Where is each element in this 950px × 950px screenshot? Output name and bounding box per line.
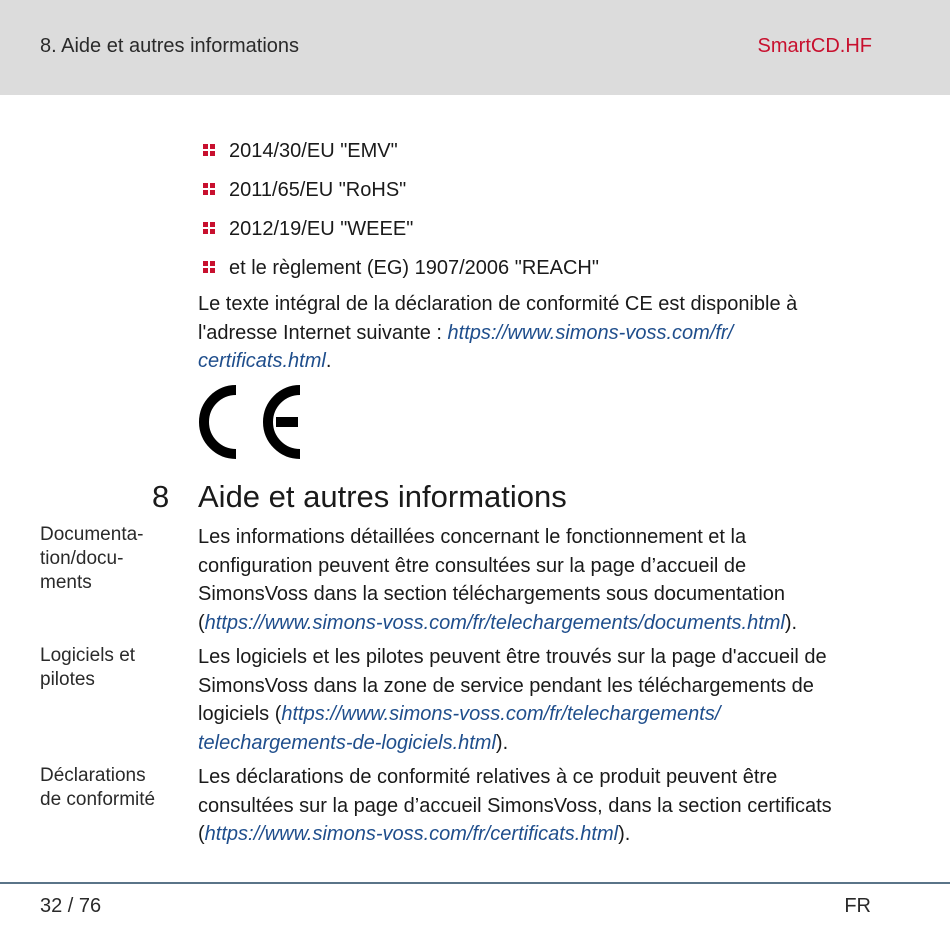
margin-label-declarations <box>40 764 185 812</box>
page-header <box>0 0 950 95</box>
software-download-link[interactable]: https://www.simons-voss.com/fr/telechargements/ <box>281 703 721 725</box>
paragraph-text: logiciels ( <box>198 703 282 725</box>
conformity-paragraph <box>198 290 888 376</box>
paragraph-text: SimonsVoss dans la section téléchargements sous documentation <box>198 583 786 605</box>
list-item <box>203 255 599 294</box>
directive-list <box>203 138 599 294</box>
language-code: FR <box>844 895 871 917</box>
list-item-text: 2012/19/EU "WEEE" <box>229 218 414 240</box>
documentation-paragraph <box>198 523 888 637</box>
red-square-bullet-icon <box>203 261 215 273</box>
declarations-link[interactable]: https://www.simons-voss.com/fr/certificats.html <box>204 823 619 845</box>
header-product-name: SmartCD.HF <box>757 35 872 57</box>
paragraph-text: configuration peuvent être consultées sur la page d’accueil de <box>198 554 747 577</box>
label-line: ments <box>40 572 92 593</box>
punctuation: ). <box>618 823 631 845</box>
punctuation: ). <box>495 731 509 754</box>
paragraph-text: Les informations détaillées concernant le fonctionnement et la <box>198 526 747 548</box>
punctuation: . <box>325 350 332 372</box>
punctuation: ). <box>784 611 798 634</box>
paragraph-text: l'adresse Internet suivante : <box>198 321 448 344</box>
certificates-link-continued[interactable]: certificats.html <box>198 350 326 372</box>
list-item <box>203 216 599 255</box>
ce-mark-logo <box>196 382 308 462</box>
paragraph-text: Les déclarations de conformité relatives à ce produit peuvent être <box>198 766 778 788</box>
label-line: Documenta- <box>40 524 144 545</box>
label-line: Déclarations <box>40 765 146 786</box>
list-item-text: 2014/30/EU "EMV" <box>229 140 398 162</box>
punctuation: ( <box>198 823 205 845</box>
certificates-link[interactable]: https://www.simons-voss.com/fr/ <box>447 321 734 344</box>
margin-label-documentation <box>40 523 185 595</box>
label-line: de conformité <box>40 789 156 810</box>
label-line: tion/docu- <box>40 548 124 569</box>
label-line: Logiciels et <box>40 645 136 666</box>
section-heading: Aide et autres informations <box>198 479 567 514</box>
punctuation: ( <box>198 611 205 634</box>
declarations-paragraph <box>198 763 888 849</box>
documents-link[interactable]: https://www.simons-voss.com/fr/telechargements/documents.html <box>204 611 785 634</box>
header-section-title: 8. Aide et autres informations <box>40 35 300 57</box>
list-item-text: 2011/65/EU "RoHS" <box>229 179 407 201</box>
label-line: pilotes <box>40 669 95 690</box>
paragraph-text: Les logiciels et les pilotes peuvent être trouvés sur la page d'accueil de <box>198 646 827 668</box>
section-number: 8 <box>152 479 170 514</box>
red-square-bullet-icon <box>203 183 215 195</box>
list-item-text: et le règlement (EG) 1907/2006 "REACH" <box>229 257 599 279</box>
list-item <box>203 138 599 177</box>
paragraph-text: SimonsVoss dans la zone de service pendant les téléchargements de <box>198 674 814 697</box>
margin-label-software <box>40 644 185 692</box>
footer-divider <box>0 882 950 884</box>
software-paragraph <box>198 643 888 757</box>
list-item <box>203 177 599 216</box>
red-square-bullet-icon <box>203 222 215 234</box>
red-square-bullet-icon <box>203 144 215 156</box>
paragraph-text: consultées sur la page d’accueil SimonsVoss, dans la section certificats <box>198 794 832 817</box>
software-download-link-continued[interactable]: telechargements-de-logiciels.html <box>198 731 496 754</box>
page-indicator: 32 / 76 <box>40 895 102 917</box>
paragraph-text: Le texte intégral de la déclaration de conformité CE est disponible à <box>198 293 798 315</box>
